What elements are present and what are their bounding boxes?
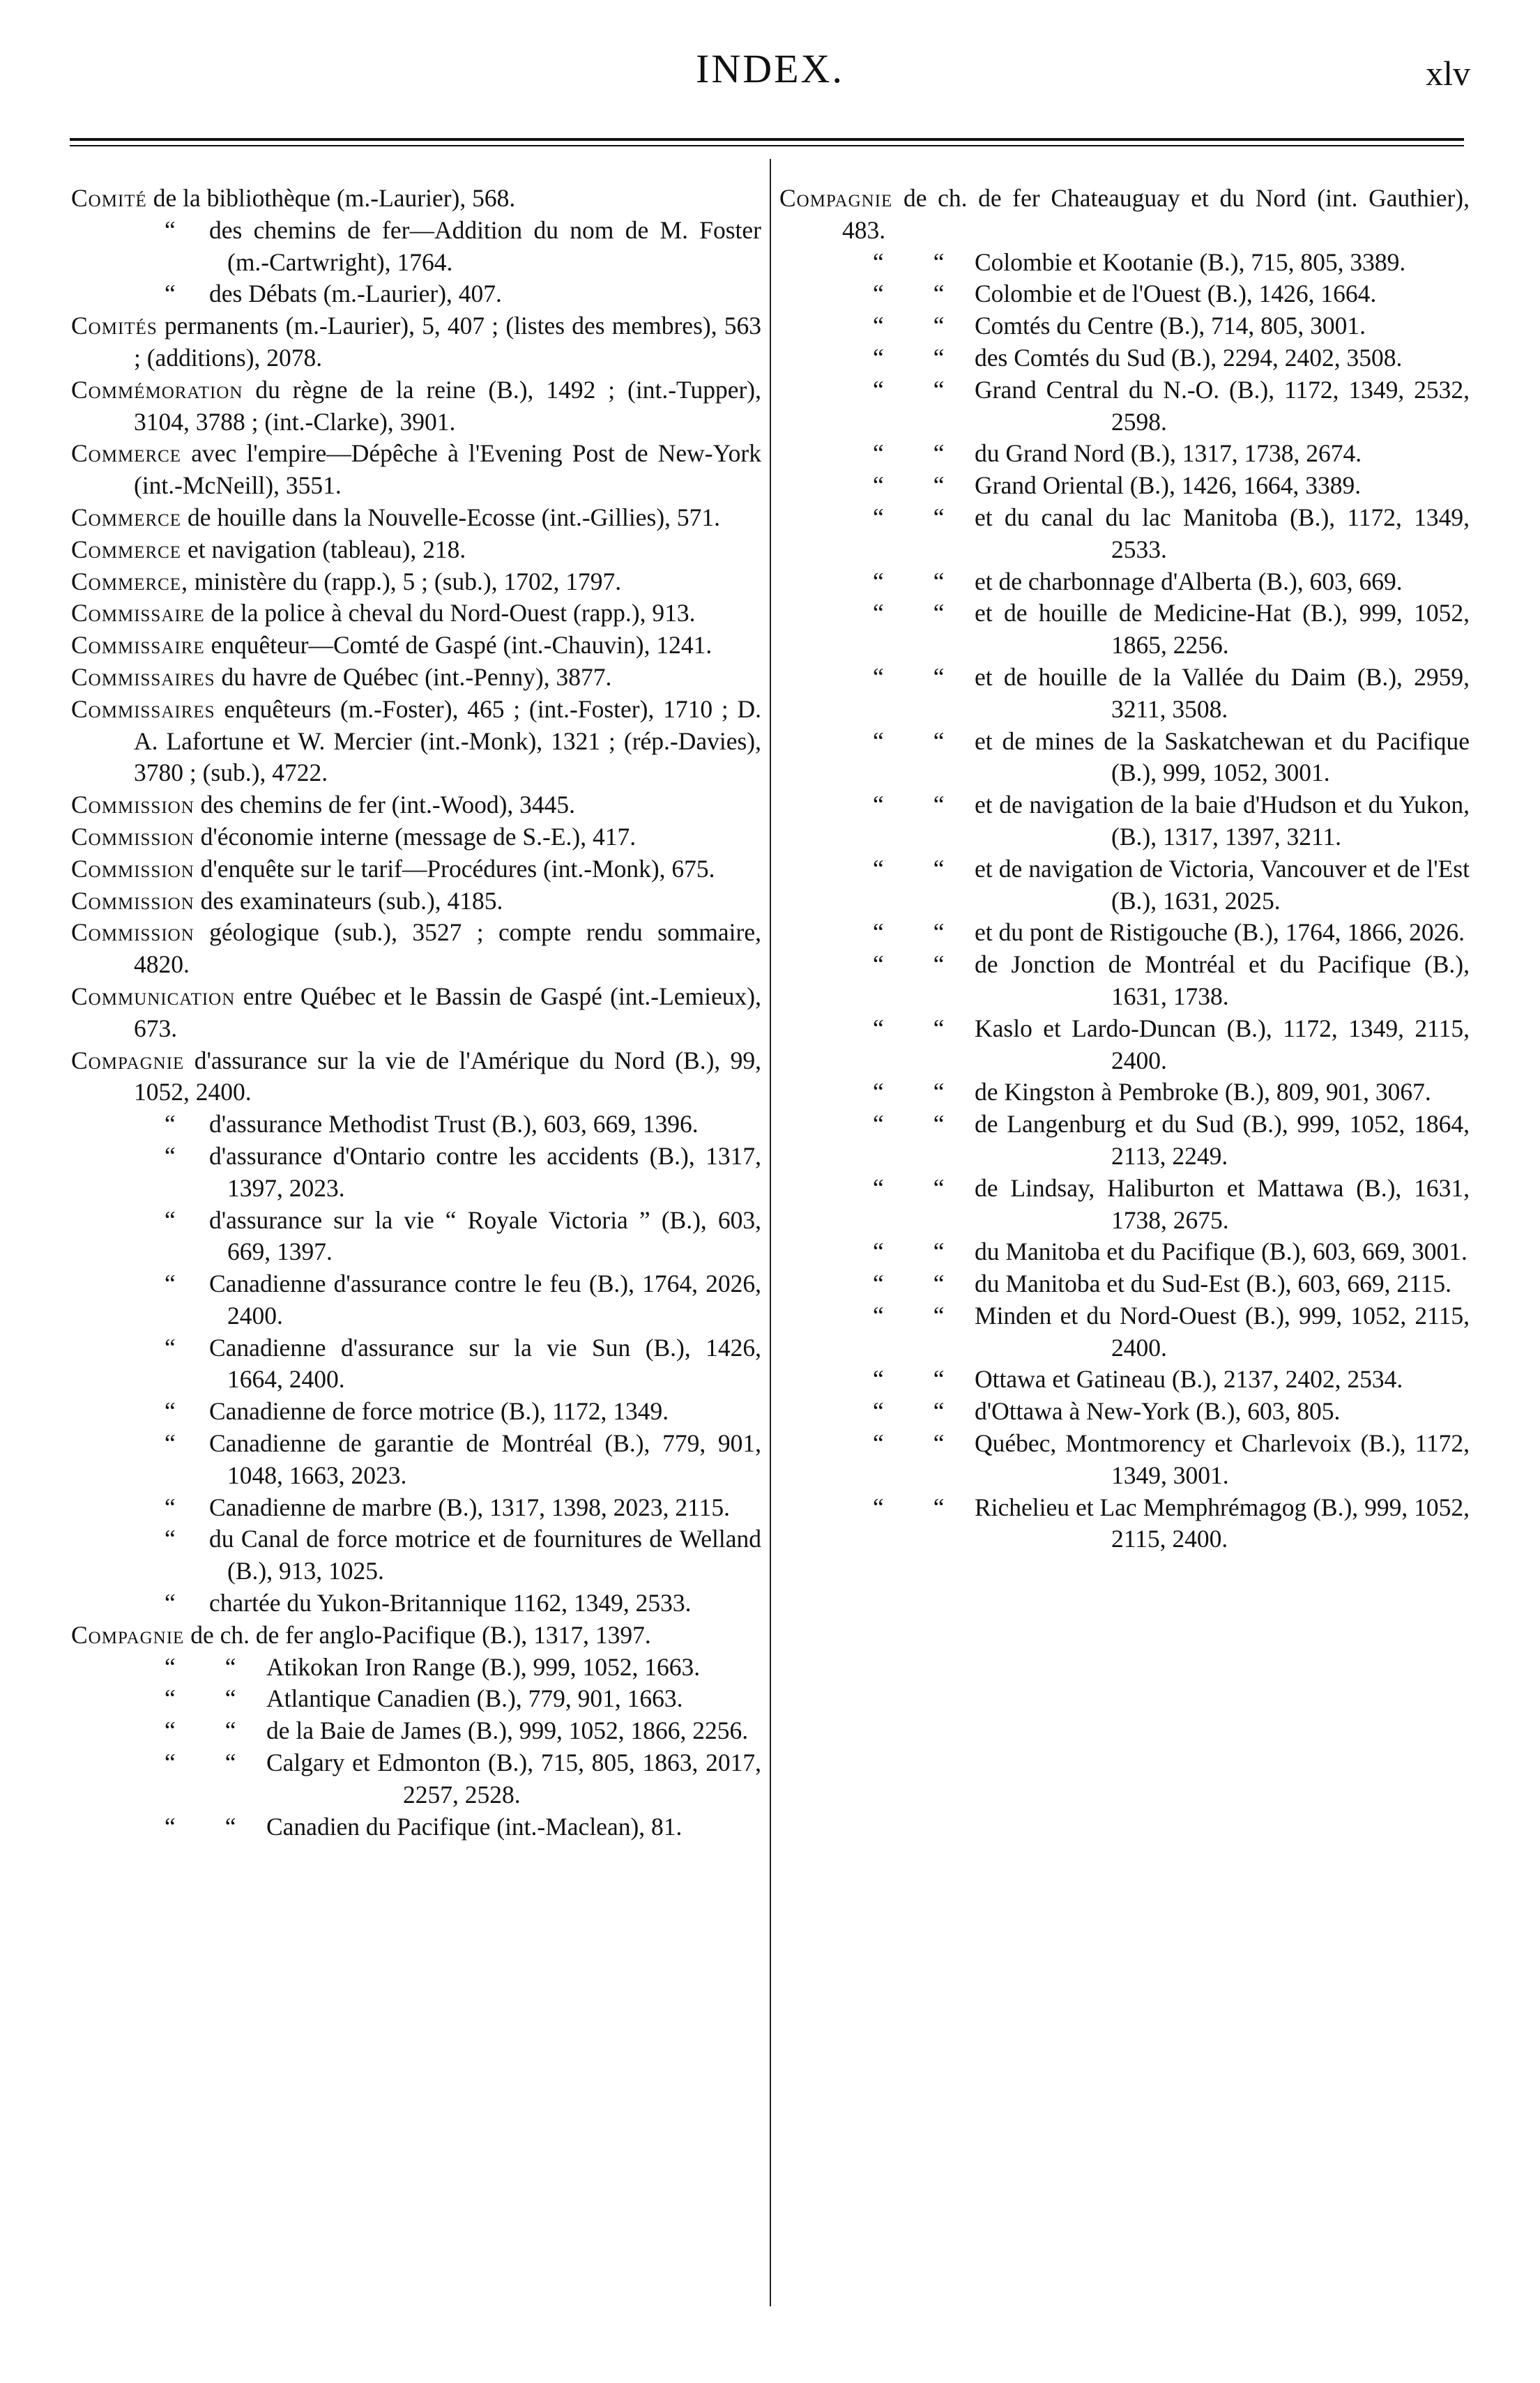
entry-text: de Kingston à Pembroke (B.), 809, 901, 3067. — [975, 1078, 1431, 1106]
right-column — [779, 183, 1470, 1555]
entry-text: et de navigation de Victoria, Vancouver et de l'Est (B.), 1631, 2025. — [975, 854, 1470, 915]
index-entry — [71, 1268, 761, 1332]
entry-text: géologique (sub.), 3527 ; compte rendu sommaire, 4820. — [134, 918, 761, 979]
entry-heading: Commission — [71, 854, 195, 883]
index-entry — [71, 1715, 761, 1747]
entry-heading: Comités — [71, 312, 158, 340]
ditto-mark: “ — [165, 280, 176, 308]
ditto-mark: “ “ — [873, 280, 945, 308]
entry-heading: Compagnie — [779, 184, 893, 212]
ditto-mark: “ — [165, 1525, 176, 1553]
entry-text: de houille dans la Nouvelle-Ecosse (int.-Gillies), 571. — [181, 503, 721, 531]
entry-heading: Commerce — [71, 439, 182, 468]
entry-heading: Commission — [71, 822, 195, 851]
entry-text: des Débats (m.-Laurier), 407. — [209, 280, 502, 308]
index-entry — [779, 1268, 1470, 1300]
ditto-mark: “ — [165, 215, 176, 244]
index-entry — [71, 1652, 761, 1684]
entry-text: et de charbonnage d'Alberta (B.), 603, 669. — [975, 567, 1403, 595]
index-entry — [779, 1013, 1470, 1077]
ditto-mark: “ “ — [165, 1812, 236, 1841]
entry-text: du Grand Nord (B.), 1317, 1738, 2674. — [975, 439, 1362, 468]
entry-text: enquêteur—Comté de Gaspé (int.-Chauvin), 1241. — [204, 631, 712, 660]
ditto-mark: “ “ — [873, 854, 945, 883]
index-entry — [71, 1620, 761, 1652]
index-entry — [779, 726, 1470, 790]
entry-text: de Langenburg et du Sud (B.), 999, 1052, 1864, 2113, 2249. — [975, 1110, 1470, 1170]
index-entry — [71, 1683, 761, 1715]
ditto-mark: “ — [165, 1333, 176, 1362]
ditto-mark: “ — [165, 1205, 176, 1234]
index-entry — [71, 534, 761, 566]
index-entry — [779, 1236, 1470, 1268]
index-entry — [779, 853, 1470, 918]
entry-text: Comtés du Centre (B.), 714, 805, 3001. — [975, 312, 1366, 340]
entry-text: et du pont de Ristigouche (B.), 1764, 1866, 2026. — [975, 918, 1465, 947]
entry-text: des Comtés du Sud (B.), 2294, 2402, 3508. — [975, 343, 1403, 372]
page-header — [0, 0, 1540, 132]
index-entry — [779, 1109, 1470, 1173]
index-entry — [71, 438, 761, 502]
entry-heading: Compagnie — [71, 1620, 185, 1649]
entry-text: du Manitoba et du Pacifique (B.), 603, 669, 3001. — [975, 1238, 1467, 1266]
index-entry — [71, 662, 761, 694]
index-entry — [71, 310, 761, 374]
entry-text: de Jonction de Montréal et du Pacifique (B.), 1631, 1738. — [975, 950, 1470, 1010]
entry-heading: Commission — [71, 791, 195, 819]
ditto-mark: “ — [165, 1141, 176, 1170]
index-entry — [71, 1396, 761, 1428]
index-entry — [71, 1588, 761, 1620]
ditto-mark: “ “ — [165, 1749, 236, 1777]
index-entry — [71, 1428, 761, 1492]
index-entry — [71, 1492, 761, 1524]
ditto-mark: “ “ — [873, 1173, 945, 1202]
index-entry — [71, 981, 761, 1045]
index-entry — [71, 1523, 761, 1588]
ditto-mark: “ “ — [873, 567, 945, 595]
index-entry — [71, 1811, 761, 1843]
ditto-mark: “ “ — [165, 1684, 236, 1713]
entry-heading: Commissaire — [71, 631, 205, 660]
ditto-mark: “ “ — [873, 662, 945, 691]
index-entry — [71, 215, 761, 279]
ditto-mark: “ — [165, 1493, 176, 1521]
entry-heading: Commission — [71, 918, 195, 947]
entry-text: d'assurance sur la vie de l'Amérique du Nord (B.), 99, 1052, 2400. — [134, 1046, 761, 1106]
ditto-mark: “ “ — [873, 1238, 945, 1266]
entry-text: Canadienne d'assurance sur la vie Sun (B.), 1426, 1664, 2400. — [209, 1333, 761, 1394]
entry-text: Canadienne de force motrice (B.), 1172, 1349. — [209, 1397, 669, 1426]
index-entry — [779, 1173, 1470, 1237]
index-entry — [779, 1492, 1470, 1556]
index-entry — [779, 949, 1470, 1013]
index-entry — [71, 789, 761, 821]
entry-text: du Canal de force motrice et de fournitures de Welland (B.), 913, 1025. — [209, 1525, 761, 1585]
header-rule — [70, 138, 1464, 141]
index-entry — [71, 917, 761, 981]
ditto-mark: “ “ — [165, 1652, 236, 1681]
index-entry — [71, 885, 761, 918]
entry-text: et de houille de Medicine-Hat (B.), 999, 1052, 1865, 2256. — [975, 599, 1470, 660]
entry-text: enquêteurs (m.-Foster), 465 ; (int.-Foster), 1710 ; D. A. Lafortune et W. Mercier (int.-Monk), 1321 ; (rép.-Davies), 3780 ; (sub.), 4722. — [134, 694, 761, 787]
page-number: xlv — [1426, 54, 1470, 93]
index-entry — [779, 502, 1470, 566]
index-entry — [779, 278, 1470, 310]
ditto-mark: “ “ — [873, 726, 945, 755]
index-entry — [71, 597, 761, 630]
entry-text: Colombie et de l'Ouest (B.), 1426, 1664. — [975, 280, 1377, 308]
index-entry — [71, 630, 761, 662]
index-entry — [71, 278, 761, 310]
entry-text: d'enquête sur le tarif—Procédures (int.-Monk), 675. — [194, 854, 715, 883]
index-entry — [71, 1045, 761, 1109]
index-entry — [779, 1396, 1470, 1428]
index-entry — [779, 597, 1470, 662]
index-entry — [779, 438, 1470, 470]
index-entry — [71, 1109, 761, 1141]
index-entry — [779, 374, 1470, 439]
ditto-mark: “ “ — [873, 375, 945, 404]
ditto-mark: “ “ — [873, 950, 945, 979]
entry-text: Canadienne d'assurance contre le feu (B.), 1764, 2026, 2400. — [209, 1270, 761, 1330]
index-entry — [779, 470, 1470, 502]
index-entry — [71, 1332, 761, 1396]
entry-text: Richelieu et Lac Memphrémagog (B.), 999, 1052, 2115, 2400. — [975, 1493, 1470, 1553]
left-column — [71, 183, 761, 1843]
ditto-mark: “ “ — [873, 1270, 945, 1298]
ditto-mark: “ — [165, 1110, 176, 1139]
ditto-mark: “ “ — [873, 1365, 945, 1394]
ditto-mark: “ “ — [873, 471, 945, 500]
ditto-mark: “ “ — [873, 791, 945, 819]
index-entry — [71, 1141, 761, 1205]
entry-text: d'économie interne (message de S.-E.), 417. — [194, 822, 636, 851]
index-entry — [779, 310, 1470, 342]
ditto-mark: “ “ — [873, 1429, 945, 1458]
entry-text: Atikokan Iron Range (B.), 999, 1052, 1663. — [266, 1652, 701, 1681]
entry-text: du règne de la reine (B.), 1492 ; (int.-Tupper), 3104, 3788 ; (int.-Clarke), 3901. — [134, 375, 761, 436]
entry-text: entre Québec et le Bassin de Gaspé (int.-Lemieux), 673. — [134, 982, 761, 1042]
index-entry — [71, 1747, 761, 1811]
index-entry — [779, 566, 1470, 598]
entry-heading: Communication — [71, 982, 236, 1010]
entry-heading: Commémoration — [71, 375, 243, 404]
entry-heading: Commissaires — [71, 662, 215, 691]
entry-text: et du canal du lac Manitoba (B.), 1172, 1349, 2533. — [975, 503, 1470, 563]
ditto-mark: “ “ — [873, 503, 945, 531]
entry-text: des chemins de fer—Addition du nom de M. Foster (m.-Cartwright), 1764. — [209, 215, 761, 276]
index-entry — [779, 247, 1470, 279]
index-entry — [71, 374, 761, 439]
entry-text: des examinateurs (sub.), 4185. — [194, 886, 503, 915]
header-rule-thin — [70, 145, 1464, 146]
entry-text: d'assurance d'Ontario contre les accidents (B.), 1317, 1397, 2023. — [209, 1141, 761, 1202]
entry-text: Ottawa et Gatineau (B.), 2137, 2402, 2534. — [975, 1365, 1403, 1394]
entry-text: et de mines de la Saskatchewan et du Pacifique (B.), 999, 1052, 3001. — [975, 726, 1470, 787]
entry-text: Canadienne de garantie de Montréal (B.), 779, 901, 1048, 1663, 2023. — [209, 1429, 761, 1489]
ditto-mark: “ “ — [165, 1716, 236, 1745]
ditto-mark: “ “ — [873, 439, 945, 468]
entry-heading: Commission — [71, 886, 195, 915]
ditto-mark: “ — [165, 1270, 176, 1298]
entry-text: du Manitoba et du Sud-Est (B.), 603, 669, 2115. — [975, 1270, 1451, 1298]
entry-text: de ch. de fer anglo-Pacifique (B.), 1317, 1397. — [184, 1620, 651, 1649]
entry-heading: Commerce — [71, 503, 182, 531]
entry-text: d'assurance Methodist Trust (B.), 603, 669, 1396. — [209, 1110, 699, 1139]
ditto-mark: “ “ — [873, 1301, 945, 1330]
entry-text: et navigation (tableau), 218. — [181, 535, 466, 563]
entry-text: de ch. de fer Chateauguay et du Nord (int. Gauthier), 483. — [842, 184, 1470, 244]
index-entry — [71, 694, 761, 789]
entry-text: Colombie et Kootanie (B.), 715, 805, 3389. — [975, 248, 1406, 276]
entry-text: ministère du (rapp.), 5 ; (sub.), 1702, 1797. — [188, 567, 622, 595]
index-entry — [779, 1076, 1470, 1109]
index-entry — [779, 1364, 1470, 1396]
index-entry — [71, 1205, 761, 1269]
index-entry — [779, 1300, 1470, 1364]
ditto-mark: “ — [165, 1429, 176, 1458]
entry-text: Kaslo et Lardo-Duncan (B.), 1172, 1349, 2115, 2400. — [975, 1014, 1470, 1074]
entry-text: et de houille de la Vallée du Daim (B.), 2959, 3211, 3508. — [975, 662, 1470, 723]
entry-text: d'assurance sur la vie “ Royale Victoria ” (B.), 603, 669, 1397. — [209, 1205, 761, 1266]
entry-text: permanents (m.-Laurier), 5, 407 ; (listes des membres), 563 ; (additions), 2078. — [134, 312, 761, 372]
entry-heading: Compagnie — [71, 1046, 185, 1074]
entry-text: Grand Oriental (B.), 1426, 1664, 3389. — [975, 471, 1362, 500]
index-entry — [71, 502, 761, 534]
entry-heading: Commerce — [71, 535, 182, 563]
entry-text: Québec, Montmorency et Charlevoix (B.), 1172, 1349, 3001. — [975, 1429, 1470, 1489]
index-entry — [779, 183, 1470, 247]
ditto-mark: “ “ — [873, 312, 945, 340]
index-entry — [779, 917, 1470, 949]
ditto-mark: “ “ — [873, 1397, 945, 1426]
index-entry — [71, 183, 761, 215]
ditto-mark: “ “ — [873, 599, 945, 627]
entry-text: de la police à cheval du Nord-Ouest (rapp.), 913. — [204, 599, 696, 627]
ditto-mark: “ “ — [873, 248, 945, 276]
index-entry — [779, 342, 1470, 374]
index-entry — [779, 1428, 1470, 1492]
entry-heading: Commissaires — [71, 694, 215, 723]
index-entry — [71, 821, 761, 853]
entry-text: Minden et du Nord-Ouest (B.), 999, 1052, 2115, 2400. — [975, 1301, 1470, 1362]
entry-heading: Comité — [71, 184, 147, 212]
entry-text: de la bibliothèque (m.-Laurier), 568. — [146, 184, 516, 212]
ditto-mark: “ — [165, 1589, 176, 1617]
ditto-mark: “ “ — [873, 1493, 945, 1521]
entry-text: avec l'empire—Dépêche à l'Evening Post de New-York (int.-McNeill), 3551. — [134, 439, 761, 500]
entry-text: Calgary et Edmonton (B.), 715, 805, 1863, 2017, 2257, 2528. — [266, 1749, 761, 1809]
ditto-mark: “ “ — [873, 1078, 945, 1106]
ditto-mark: “ “ — [873, 1110, 945, 1139]
ditto-mark: “ — [165, 1397, 176, 1426]
entry-text: Atlantique Canadien (B.), 779, 901, 1663. — [266, 1684, 683, 1713]
index-entry — [779, 662, 1470, 726]
entry-text: Canadien du Pacifique (int.-Maclean), 81. — [266, 1812, 683, 1841]
entry-text: d'Ottawa à New-York (B.), 603, 805. — [975, 1397, 1341, 1426]
entry-text: chartée du Yukon-Britannique 1162, 1349, 2533. — [209, 1589, 692, 1617]
ditto-mark: “ “ — [873, 918, 945, 947]
column-divider — [770, 159, 771, 2306]
entry-text: Canadienne de marbre (B.), 1317, 1398, 2023, 2115. — [209, 1493, 730, 1521]
entry-text: de Lindsay, Haliburton et Mattawa (B.), 1631, 1738, 2675. — [975, 1173, 1470, 1234]
ditto-mark: “ “ — [873, 343, 945, 372]
entry-text: et de navigation de la baie d'Hudson et du Yukon, (B.), 1317, 1397, 3211. — [975, 791, 1470, 851]
entry-text: de la Baie de James (B.), 999, 1052, 1866, 2256. — [266, 1716, 749, 1745]
entry-text: des chemins de fer (int.-Wood), 3445. — [194, 791, 576, 819]
entry-heading: Commissaire — [71, 599, 205, 627]
entry-text: du havre de Québec (int.-Penny), 3877. — [215, 662, 612, 691]
index-entry — [779, 789, 1470, 853]
entry-text: Grand Central du N.-O. (B.), 1172, 1349, 2532, 2598. — [975, 375, 1470, 436]
index-entry — [71, 566, 761, 598]
ditto-mark: “ “ — [873, 1014, 945, 1042]
entry-heading: Commerce, — [71, 567, 188, 595]
index-entry — [71, 853, 761, 885]
page-title: INDEX. — [696, 46, 844, 91]
